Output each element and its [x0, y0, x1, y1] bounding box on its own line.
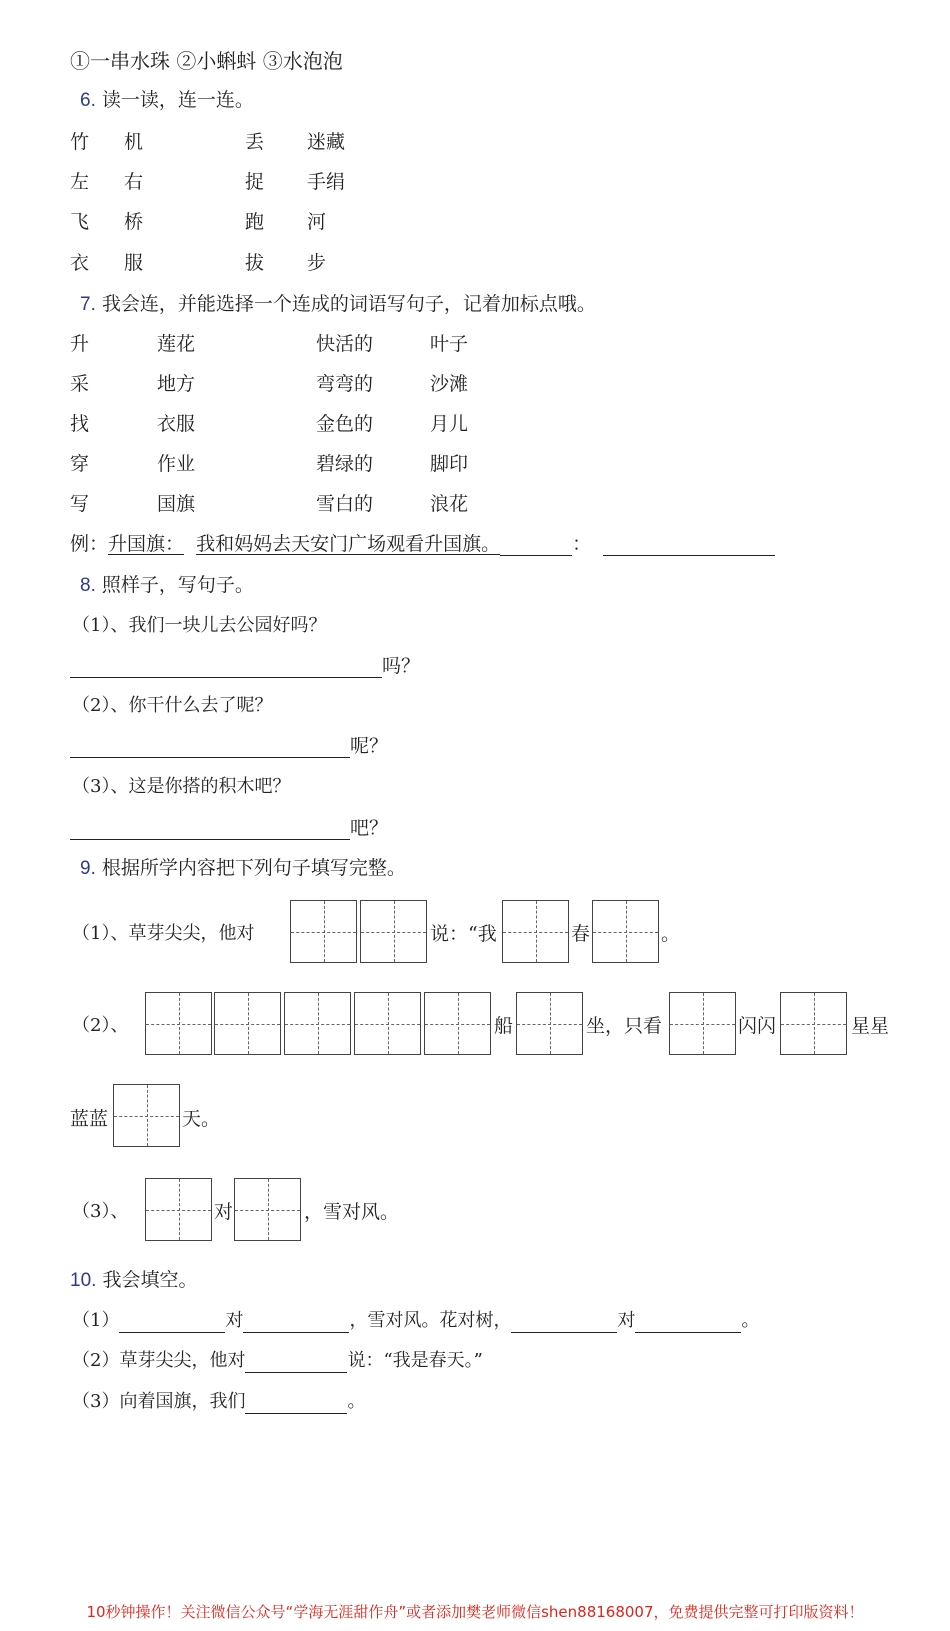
tianzige-box[interactable]: [780, 992, 847, 1055]
q7-cell: 碧绿的: [316, 453, 374, 475]
question-10-heading: [70, 1268, 197, 1293]
q5-options: ①一串水珠 ②小蝌蚪 ③水泡泡: [70, 49, 343, 73]
question-10-title: 我会填空。: [102, 1269, 198, 1291]
question-9-heading: [80, 856, 406, 881]
q9-l1-text-c: 春: [571, 923, 591, 945]
tianzige-box[interactable]: [592, 900, 659, 963]
q8-blank-3[interactable]: [70, 819, 350, 840]
q10-l1-a: （1）: [72, 1310, 120, 1331]
question-9-number: 9.: [80, 858, 96, 879]
q6-cell: 衣: [70, 252, 90, 274]
tianzige-box[interactable]: [145, 992, 212, 1055]
q7-cell: 脚印: [430, 453, 469, 475]
question-6-heading: [80, 88, 254, 113]
q6-cell: 飞: [70, 211, 90, 233]
q6-cell: 跑: [245, 211, 265, 233]
q9-l4-text-c: ，雪对风。: [304, 1201, 400, 1223]
q7-blank-word[interactable]: [500, 535, 572, 556]
question-6-title: 读一读，连一连。: [101, 89, 254, 111]
q10-l2-b: 说：“我是春天。”: [347, 1350, 483, 1371]
q7-cell: 叶子: [430, 333, 469, 355]
tianzige-box[interactable]: [354, 992, 421, 1055]
q10-l3-b: 。: [347, 1391, 366, 1412]
q9-l2-text-b: 船: [494, 1015, 514, 1037]
tianzige-box[interactable]: [669, 992, 736, 1055]
q9-l1-text-b: 说：“我: [430, 923, 497, 945]
q7-cell: 月儿: [430, 413, 469, 435]
q10-blank[interactable]: [511, 1312, 617, 1333]
q9-l2-text-a: （2）、: [72, 1015, 129, 1036]
q10-line-1: [72, 1309, 759, 1333]
tianzige-box[interactable]: [502, 900, 569, 963]
q10-line-3: [72, 1390, 365, 1414]
q7-blank-sentence[interactable]: [603, 535, 775, 556]
q8-blank-1[interactable]: [70, 657, 382, 678]
q8-prompt-3: （3）、这是你搭的积木吧？: [72, 776, 291, 797]
question-7-number: 7.: [80, 294, 96, 315]
q10-blank[interactable]: [119, 1312, 225, 1333]
tianzige-box[interactable]: [290, 900, 357, 963]
q10-blank[interactable]: [243, 1312, 349, 1333]
q7-cell: 采: [70, 373, 90, 395]
tianzige-box[interactable]: [234, 1178, 301, 1241]
q10-l2-a: （2）草芽尖尖，他对: [72, 1350, 246, 1371]
question-6-number: 6.: [80, 90, 96, 111]
q6-cell: 竹: [70, 131, 90, 153]
promo-footer: 10秒钟操作！关注微信公众号“学海无涯甜作舟”或者添加樊老师微信shen88168007，免费提供完整可打印版资料！: [86, 1603, 864, 1621]
question-7-heading: [80, 292, 596, 317]
q7-cell: 沙滩: [430, 373, 469, 395]
q8-answer-line-3: [70, 816, 388, 840]
q8-ending-3: 吧？: [350, 817, 389, 839]
question-8-title: 照样子，写句子。: [101, 574, 254, 596]
q7-colon: ：: [572, 533, 592, 555]
q8-prompt-2: （2）、你干什么去了呢？: [72, 695, 273, 716]
tianzige-box[interactable]: [284, 992, 351, 1055]
q6-cell: 机: [124, 131, 144, 153]
q10-blank[interactable]: [635, 1312, 741, 1333]
q6-cell: 左: [70, 171, 90, 193]
q9-l3-text-a: 蓝蓝: [70, 1108, 109, 1130]
question-10-number: 10.: [70, 1270, 97, 1291]
q7-example-sentence: 我和妈妈去天安门广场观看升国旗。: [196, 533, 501, 555]
q8-answer-line-2: [70, 734, 388, 758]
q8-answer-line-1: [70, 654, 420, 678]
q7-example-line: [70, 532, 775, 556]
question-8-number: 8.: [80, 575, 96, 596]
question-8-heading: [80, 573, 254, 598]
tianzige-box[interactable]: [360, 900, 427, 963]
q9-l3-text-b: 天。: [182, 1108, 221, 1130]
q7-cell: 金色的: [316, 413, 374, 435]
q9-l1-text-d: 。: [661, 923, 681, 945]
q8-prompt-1: （1）、我们一块儿去公园好吗？: [72, 615, 327, 636]
q6-cell: 右: [124, 171, 144, 193]
q6-cell: 桥: [124, 211, 144, 233]
q6-cell: 丢: [245, 131, 265, 153]
q10-line-2: [72, 1349, 483, 1373]
q9-l2-text-e: 星星: [851, 1015, 890, 1037]
q10-l3-a: （3）向着国旗，我们: [72, 1391, 246, 1412]
q10-blank[interactable]: [245, 1352, 347, 1373]
q8-ending-2: 呢？: [350, 735, 389, 757]
question-9-title: 根据所学内容把下列句子填写完整。: [101, 857, 406, 879]
q6-cell: 河: [307, 211, 327, 233]
q7-cell: 莲花: [157, 333, 196, 355]
q6-cell: 服: [124, 252, 144, 274]
q7-cell: 作业: [157, 453, 196, 475]
q7-cell: 快活的: [316, 333, 374, 355]
q7-cell: 雪白的: [316, 493, 374, 515]
q8-blank-2[interactable]: [70, 737, 350, 758]
q10-l1-b: 对: [225, 1310, 244, 1331]
q7-cell: 国旗: [157, 493, 196, 515]
q10-l1-c: ，雪对风。花对树，: [349, 1310, 512, 1331]
tianzige-box[interactable]: [516, 992, 583, 1055]
q10-l1-e: 。: [741, 1310, 760, 1331]
q6-cell: 捉: [245, 171, 265, 193]
q10-blank[interactable]: [245, 1393, 347, 1414]
tianzige-box[interactable]: [424, 992, 491, 1055]
q10-l1-d: 对: [617, 1310, 636, 1331]
q7-cell: 弯弯的: [316, 373, 374, 395]
q7-example-word: 升国旗：: [108, 533, 185, 555]
q6-cell: 拔: [245, 252, 265, 274]
q7-cell: 地方: [157, 373, 196, 395]
q8-ending-1: 吗？: [382, 655, 421, 677]
q7-cell: 穿: [70, 453, 90, 475]
q6-cell: 迷藏: [307, 131, 346, 153]
q7-example-label: 例：: [70, 533, 109, 555]
q9-l4-text-a: （3）、: [72, 1201, 129, 1222]
q6-cell: 手绢: [307, 171, 346, 193]
tianzige-box[interactable]: [214, 992, 281, 1055]
q7-cell: 衣服: [157, 413, 196, 435]
q6-cell: 步: [307, 252, 327, 274]
q9-l1-text-a: （1）、草芽尖尖，他对: [72, 923, 255, 944]
q7-cell: 升: [70, 333, 90, 355]
tianzige-box[interactable]: [113, 1084, 180, 1147]
tianzige-box[interactable]: [145, 1178, 212, 1241]
q7-cell: 浪花: [430, 493, 469, 515]
q9-l2-text-d: 闪闪: [738, 1015, 777, 1037]
question-7-title: 我会连，并能选择一个连成的词语写句子，记着加标点哦。: [101, 293, 596, 315]
q9-l4-text-b: 对: [214, 1201, 234, 1223]
q7-cell: 写: [70, 493, 90, 515]
q9-l2-text-c: 坐，只看: [586, 1015, 663, 1037]
q7-cell: 找: [70, 413, 90, 435]
